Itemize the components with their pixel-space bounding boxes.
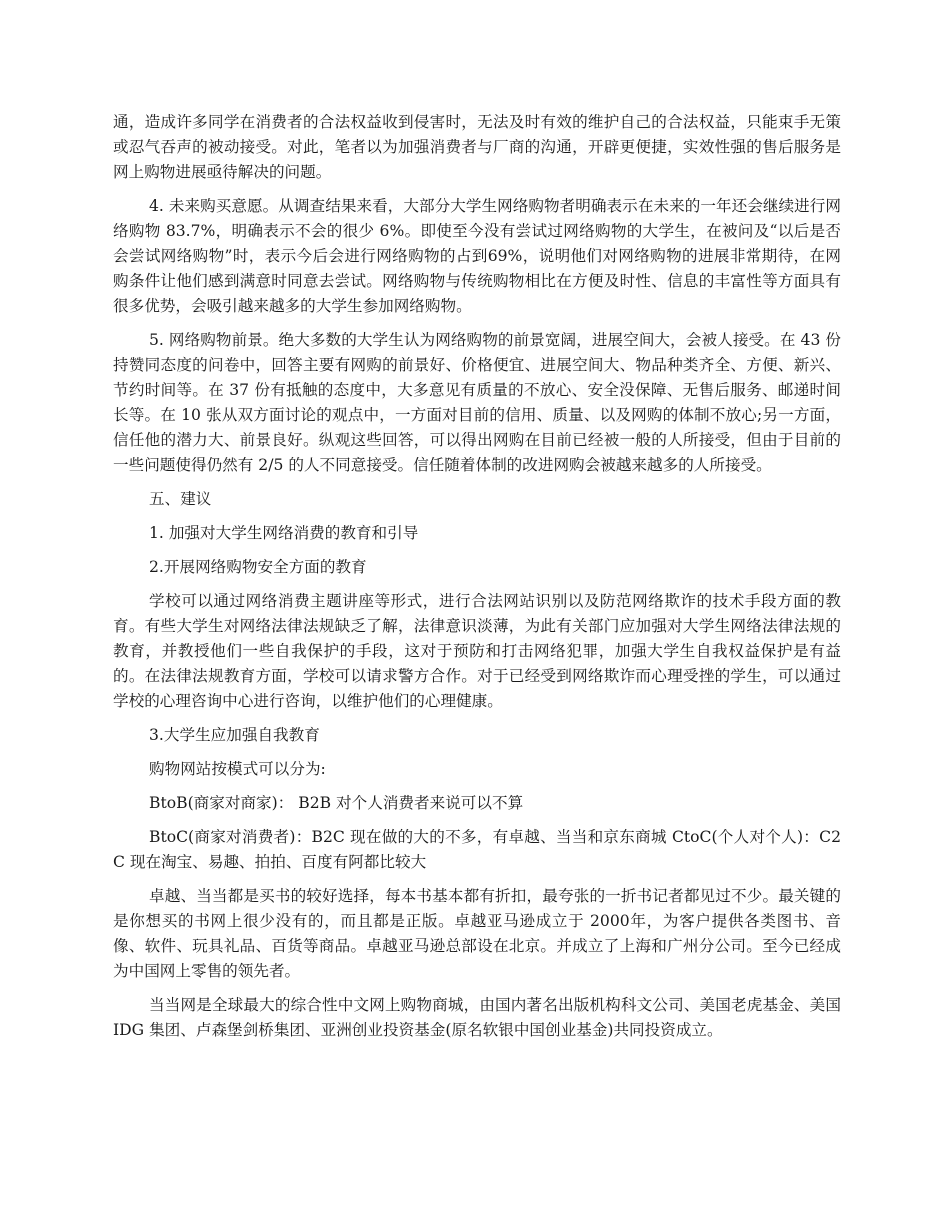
paragraph-future-purchase-intent: 4. 未来购买意愿。从调查结果来看，大部分大学生网络购物者明确表示在未来的一年还会继续进行网络购物 83.7%，明确表示不会的很少 6%。即使至今没有尝试过网络购物的大学生，在被问及“以后是否会尝试网络购物”时，表示今后会进行网络购物的占到69%，说明他们对网络购物的进展非常期待，在网购条件让他们感到满意时同意去尝试。网络购物与传统购物相比在方便及时性、信息的丰富性等方面具有很多优势，会吸引越来越多的大学生参加网络购物。 bbox=[113, 197, 841, 315]
paragraph-dangdang: 当当网是全球最大的综合性中文网上购物商城，由国内著名出版机构科文公司、美国老虎基金、美国 IDG 集团、卢森堡剑桥集团、亚洲创业投资基金(原名软银中国创业基金)共同投资成立。 bbox=[113, 996, 841, 1039]
paragraph-joyo-dangdang: 卓越、当当都是买书的较好选择，每本书基本都有折扣，最夸张的一折书记者都见过不少。最关键的是你想买的书网上很少没有的，而且都是正版。卓越亚马逊成立于 2000年，为客户提供各类图书、音像、软件、玩具礼品、百货等商品。卓越亚马逊总部设在北京。并成立了上海和广州分公司。至今已经成为中国网上零售的领先者。 bbox=[113, 887, 841, 980]
paragraph-btob: BtoB(商家对商家)： B2B 对个人消费者来说可以不算 bbox=[149, 794, 524, 812]
subheading-security-education: 2.开展网络购物安全方面的教育 bbox=[149, 558, 367, 576]
section-heading-suggestions: 五、建议 bbox=[149, 490, 212, 508]
paragraph-btoc-ctoc: BtoC(商家对消费者)：B2C 现在做的大的不多，有卓越、当当和京东商城 CtoC(个人对个人)：C2C 现在淘宝、易趣、拍拍、百度有阿都比较大 bbox=[113, 828, 841, 871]
paragraph-school-education: 学校可以通过网络消费主题讲座等形式，进行合法网站识别以及防范网络欺诈的技术手段方面的教育。有些大学生对网络法律法规缺乏了解，法律意识淡薄，为此有关部门应加强对大学生网络法律法规的教育，并教授他们一些自我保护的手段，这对于预防和打击网络犯罪，加强大学生自我权益保护是有益的。在法律法规教育方面，学校可以请求警方合作。对于已经受到网络欺诈而心理受挫的学生，可以通过学校的心理咨询中心进行咨询，以维护他们的心理健康。 bbox=[113, 592, 841, 710]
paragraph-continuation: 通，造成许多同学在消费者的合法权益收到侵害时，无法及时有效的维护自己的合法权益，只能束手无策或忍气吞声的被动接受。对此，笔者以为加强消费者与厂商的沟通，开辟更便捷，实效性强的售后服务是网上购物进展亟待解决的问题。 bbox=[113, 113, 841, 181]
paragraph-online-shopping-prospects: 5. 网络购物前景。绝大多数的大学生认为网络购物的前景宽阔，进展空间大，会被人接受。在 43 份持赞同态度的问卷中，回答主要有网购的前景好、价格便宜、进展空间大、物品种类齐全、方便、新兴、节约时间等。在 37 份有抵触的态度中，大多意见有质量的不放心、安全没保障、无售后服务、邮递时间长等。在 10 张从双方面讨论的观点中，一方面对目前的信用、质量、以及网购的体制不放心;另一方面，信任他的潜力大、前景良好。纵观这些回答，可以得出网购在目前已经被一般的人所接受，但由于目前的一些问题使得仍然有 2/5 的人不同意接受。信任随着体制的改进网购会被越来越多的人所接受。 bbox=[113, 331, 841, 474]
subheading-self-education: 3.大学生应加强自我教育 bbox=[149, 726, 320, 744]
subheading-education-guidance: 1. 加强对大学生网络消费的教育和引导 bbox=[149, 524, 419, 542]
document-page bbox=[113, 110, 841, 1052]
paragraph-site-modes-intro: 购物网站按模式可以分为: bbox=[149, 760, 326, 778]
